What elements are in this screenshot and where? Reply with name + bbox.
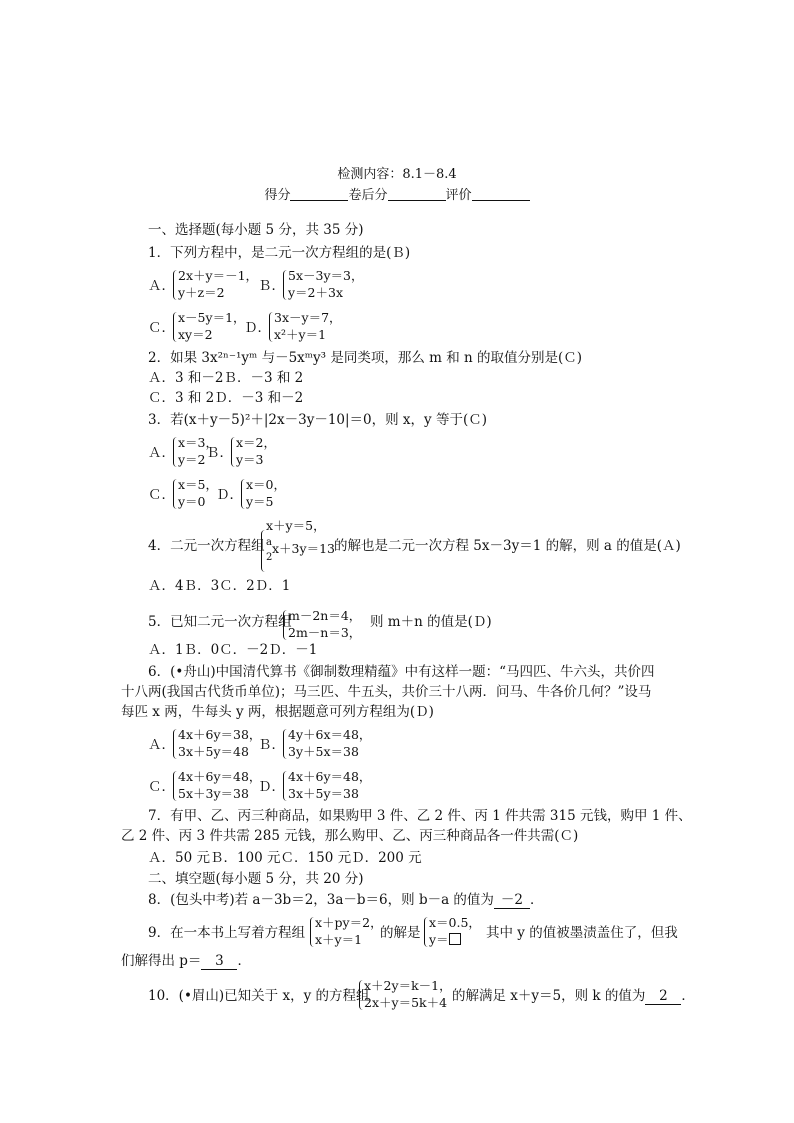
equation: 4y＋6x＝48， [288, 727, 372, 742]
equation: y＋z＝2 [178, 285, 225, 300]
equation: 3x＋5y＝38 [288, 786, 359, 801]
q9-line2-end: ． [237, 953, 251, 969]
q8-stem-end: ． [529, 892, 544, 908]
equation: m－2n＝4， [288, 608, 362, 623]
equation: y＝2 [178, 452, 206, 467]
brace [269, 312, 273, 342]
score-blank[interactable] [290, 186, 348, 201]
option-label: Ｃ． [148, 487, 175, 503]
brace [424, 917, 428, 947]
equation: x＋py＝2， [315, 915, 383, 930]
q9-answer-blank[interactable]: 3 [201, 953, 237, 970]
equation: 2x＋y＝5k＋4 [364, 995, 448, 1010]
option-label: Ａ． [148, 737, 175, 753]
q9-line2 [121, 953, 251, 970]
equation: 3x－y＝7， [274, 310, 342, 325]
q6-line: 每匹 x 两，牛每头 y 两，根据题意可列方程组为(Ｄ) [121, 704, 434, 720]
equation: y＝5 [246, 494, 274, 509]
final-score-blank[interactable] [388, 186, 446, 201]
q6-line: 十八两(我国古代货币单位)；马三匹、牛五头，共价三十八两．问马、牛各价几何？”设马 [121, 684, 652, 700]
equation: 4x＋6y＝48， [288, 769, 372, 784]
equation: x＋y＝5， [266, 518, 326, 533]
equation: y＝0 [178, 494, 206, 509]
equation: 4x＋6y＝48， [178, 769, 262, 784]
brace [310, 917, 314, 947]
q10-answer-blank[interactable]: 2 [645, 988, 681, 1005]
brace [283, 270, 287, 300]
q4-options: Ａ．4Ｂ．3Ｃ．2Ｄ．1 [148, 578, 291, 594]
equation: 2m－n＝3， [288, 625, 362, 640]
equation: x＝0， [246, 477, 287, 492]
equation: 5x＋3y＝38 [178, 786, 249, 801]
q9-stem-prefix: 9．在一本书上写着方程组 [148, 925, 306, 941]
brace [173, 437, 177, 467]
q1-stem: 1．下列方程中，是二元一次方程组的是(Ｂ) [148, 245, 411, 261]
solution-y [429, 933, 461, 947]
q10-stem-end: ． [681, 988, 695, 1004]
equation: y＝3 [236, 452, 264, 467]
q8-stem: 8．(包头中考)若 a－3b＝2，3a－b＝6，则 b－a 的值为 [148, 892, 494, 908]
option-label: Ａ． [148, 445, 175, 461]
brace [283, 610, 287, 640]
q4-stem-prefix: 4．二元一次方程组 [148, 538, 265, 554]
q2-options-row1: Ａ．3 和－2Ｂ．－3 和 2 [148, 370, 304, 386]
q10-stem-text: 的解满足 x＋y＝5，则 k 的值为 [452, 988, 646, 1004]
q6-line: 6．(•舟山)中国清代算书《御制数理精蕴》中有这样一题：“马四匹、牛六头，共价四 [148, 664, 655, 680]
brace [283, 729, 287, 759]
solution-y-text: y＝ [429, 932, 449, 947]
q5-options: Ａ．1Ｂ．0Ｃ．－2Ｄ．－1 [148, 642, 318, 658]
brace [173, 479, 177, 509]
brace [173, 729, 177, 759]
q3-stem: 3．若(x＋y－5)²＋|2x－3y－10|＝0，则 x，y 等于(Ｃ) [148, 412, 488, 428]
brace [261, 530, 265, 572]
brace [231, 437, 235, 467]
equation: x－5y＝1， [178, 310, 246, 325]
solution-x: x＝0.5， [429, 915, 481, 930]
equation: 3x＋5y＝48 [178, 744, 249, 759]
content-title: 检测内容：8.1－8.4 [337, 167, 457, 182]
q7-options: Ａ．50 元Ｂ．100 元Ｃ．150 元Ｄ．200 元 [148, 850, 422, 866]
q4-stem-suffix: 的解也是二元一次方程 5x－3y＝1 的解，则 a 的值是(Ａ) [334, 538, 681, 554]
q2-stem: 2．如果 3x²ⁿ⁻¹yᵐ 与－5xᵐy³ 是同类项，那么 m 和 n 的取值分别是(Ｃ) [148, 350, 583, 366]
equation: x＋3y＝13 [272, 541, 335, 556]
brace [283, 771, 287, 801]
option-label: Ａ． [148, 278, 175, 294]
option-label: Ｃ． [148, 320, 175, 336]
equation: x＝3， [178, 435, 219, 450]
q10-stem-suffix [452, 988, 695, 1005]
brace [173, 270, 177, 300]
section-fill-heading: 二、填空题(每小题 5 分，共 20 分) [148, 871, 364, 887]
option-label: Ｄ． [216, 487, 243, 503]
brace [359, 980, 363, 1010]
equation: 2x＋y＝－1， [178, 268, 259, 283]
ink-blot-box [449, 933, 461, 945]
q8-answer-blank[interactable]: －2 [494, 892, 530, 909]
brace [241, 479, 245, 509]
final-score-label: 卷后分 [348, 188, 388, 203]
option-label: Ｄ． [258, 779, 285, 795]
section-choice-heading: 一、选择题(每小题 5 分，共 35 分) [148, 222, 364, 238]
equation: x²＋y＝1 [274, 327, 327, 342]
q7-line: 乙 2 件、丙 3 件共需 285 元钱，那么购甲、乙、丙三种商品各一件共需(Ｃ) [121, 828, 579, 844]
option-label: Ｄ． [244, 320, 271, 336]
q10-stem-prefix: 10．(•眉山)已知关于 x，y 的方程组 [148, 988, 370, 1004]
fraction-numerator: a [266, 537, 272, 548]
option-label: Ｂ． [258, 737, 285, 753]
evaluation-label: 评价 [445, 188, 472, 203]
option-label: Ｂ． [206, 445, 233, 461]
q9-stem-middle: 的解是 [380, 925, 421, 941]
q7-line: 7．有甲、乙、丙三种商品，如果购甲 3 件、乙 2 件、丙 1 件共需 315 元钱，购甲 1 件、 [148, 808, 692, 824]
score-line [0, 184, 794, 203]
equation: y＝2＋3x [288, 285, 344, 300]
option-label: Ｂ． [258, 278, 285, 294]
equation: 5x－3y＝3， [288, 268, 364, 283]
q8 [148, 892, 543, 909]
score-label: 得分 [264, 188, 291, 203]
brace [173, 771, 177, 801]
equation: x＝5， [178, 477, 219, 492]
brace [173, 312, 177, 342]
equation: 4x＋6y＝38， [178, 727, 262, 742]
q9-stem-suffix: 其中 y 的值被墨渍盖住了，但我 [486, 925, 678, 941]
q2-options-row2: Ｃ．3 和 2Ｄ．－3 和－2 [148, 390, 304, 406]
equation: x＋2y＝k－1， [364, 978, 452, 993]
equation: 3y＋5x＝38 [288, 744, 359, 759]
q5-stem-suffix: 则 m＋n 的值是(Ｄ) [370, 614, 492, 630]
evaluation-blank[interactable] [472, 186, 530, 201]
q5-stem-prefix: 5．已知二元一次方程组 [148, 614, 292, 630]
option-label: Ｃ． [148, 779, 175, 795]
q9-line2-text: 们解得出 p＝ [121, 953, 202, 969]
equation: xy＝2 [178, 327, 213, 342]
equation: x＋y＝1 [315, 932, 363, 947]
fraction-denominator: 2 [266, 552, 273, 563]
equation: x＝2， [236, 435, 277, 450]
